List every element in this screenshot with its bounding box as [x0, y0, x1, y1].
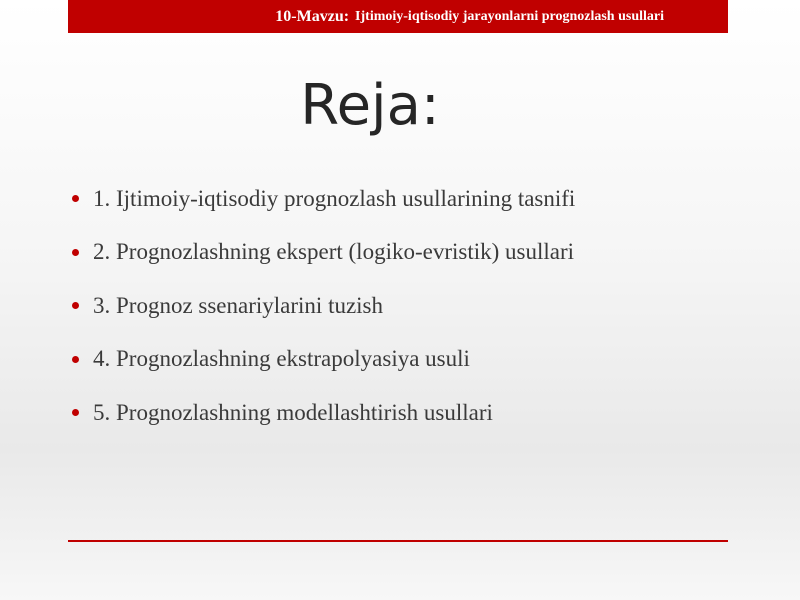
bullet-icon — [72, 302, 79, 309]
plan-item-text: 3. Prognoz ssenariylarini tuzish — [93, 292, 384, 318]
plan-item — [72, 333, 575, 387]
plan-list — [72, 172, 575, 440]
plan-item-text: 2. Prognozlashning ekspert (logiko-evristik) usullari — [93, 239, 575, 265]
topic-number: 10-Mavzu: — [275, 7, 350, 25]
bullet-icon — [72, 249, 79, 256]
plan-item — [72, 226, 575, 280]
bullet-icon — [72, 356, 79, 363]
plan-item-text: 1. Ijtimoiy-iqtisodiy prognozlash usullarining tasnifi — [93, 185, 576, 211]
slide-title: Reja: — [300, 73, 440, 138]
plan-item-text: 5. Prognozlashning modellashtirish usullari — [93, 399, 493, 425]
topic-title: Ijtimoiy-iqtisodiy jarayonlarni prognozlash usullari — [355, 8, 664, 24]
plan-item — [72, 172, 575, 226]
plan-item — [72, 279, 575, 333]
header-bar — [68, 0, 728, 33]
bullet-icon — [72, 409, 79, 416]
bullet-icon — [72, 195, 79, 202]
plan-item — [72, 386, 575, 440]
footer-divider — [68, 540, 728, 542]
plan-item-text: 4. Prognozlashning ekstrapolyasiya usuli — [93, 346, 470, 372]
